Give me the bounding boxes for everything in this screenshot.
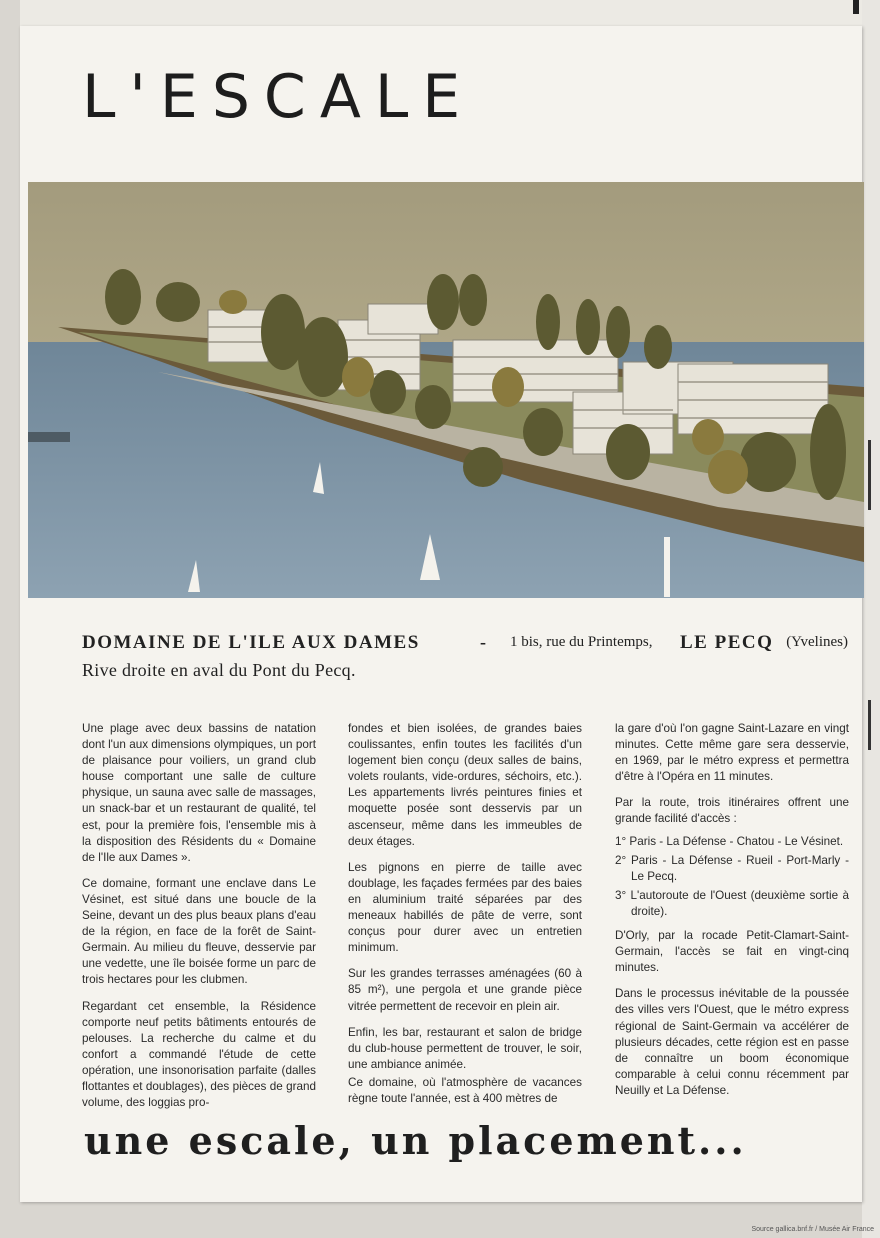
location-subtitle: Rive droite en aval du Pont du Pecq. bbox=[82, 660, 356, 680]
town-name: LE PECQ bbox=[680, 632, 774, 653]
source-credit: Source gallica.bnf.fr / Musée Air France bbox=[751, 1226, 874, 1233]
domain-name: DOMAINE DE L'ILE AUX DAMES bbox=[82, 632, 420, 653]
paragraph: Les pignons en pierre de taille avec doublage, les façades fermées par des baies en aluminium traité séparées par des meneaux habillés de pâte de verre, sont conçus pour durer avec un entretien minimum. bbox=[348, 860, 582, 955]
paragraph: D'Orly, par la rocade Petit-Clamart-Saint-Germain, l'accès se fait en vingt-cinq minutes. bbox=[615, 929, 849, 975]
paragraph: fondes et bien isolées, de grandes baies coulissantes, enfin toutes les facilités d'un logement bien conçu (deux salles de bains, volets roulants, vide-ordures, séchoirs, etc.). Les appartements livrés peintures finies et moquette posée sont desservis par un ascenseur, même dans les immeubles de deux étages. bbox=[348, 722, 582, 848]
department: (Yvelines) bbox=[786, 634, 848, 650]
text-column-3 bbox=[615, 721, 849, 1109]
location-line bbox=[82, 632, 848, 658]
paragraph: Regardant cet ensemble, la Résidence comporte neuf petits bâtiments entourés de pelouses. La recherche du calme et du confort a commandé l'étude de cette opération, une insonorisation parfaite (dalles flottantes et doublages), des pièces de grand volume, des loggias pro- bbox=[82, 999, 316, 1110]
page-top-strip bbox=[20, 0, 862, 26]
list-item: 2° Paris - La Défense - Rueil - Port-Marly - Le Pecq. bbox=[615, 853, 849, 883]
address: 1 bis, rue du Printemps, bbox=[510, 634, 653, 650]
paragraph: Ce domaine, formant une enclave dans Le Vésinet, est situé dans une boucle de la Seine, devant un des plus beaux plans d'eau de la région, en face de la forêt de Saint-Germain. Au milieu du fleuve, desservie par une vedette, une île boisée forme un parc de trois hectares pour les clubmen. bbox=[82, 876, 316, 987]
page-edge bbox=[862, 0, 880, 1238]
edge-mark bbox=[868, 440, 871, 510]
paragraph: la gare d'où l'on gagne Saint-Lazare en vingt minutes. Cette même gare sera desservie, en 1969, par le métro express et permettra d'être à l'Opéra en 11 minutes. bbox=[615, 722, 849, 784]
paragraph: Une plage avec deux bassins de natation dont l'un aux dimensions olympiques, un port de plaisance pour voiliers, un grand club house comportant une salle de culture physique, un sauna avec salle de massages, un snack-bar et un restaurant de qualité, tel est, pour la première fois, l'ensemble mis à la disposition des Résidents du « Domaine de l'Ile aux Dames ». bbox=[82, 722, 316, 864]
paragraph: Par la route, trois itinéraires offrent une grande facilité d'accès : bbox=[615, 796, 849, 826]
list-item: 1° Paris - La Défense - Chatou - Le Vésinet. bbox=[615, 834, 844, 848]
paragraph: Enfin, les bar, restaurant et salon de bridge du club-house permettent de trouver, le soir, une ambiance animée. bbox=[348, 1025, 582, 1071]
edge-mark bbox=[868, 700, 871, 750]
edge-mark bbox=[853, 0, 859, 14]
page-title: L'ESCALE bbox=[82, 62, 475, 132]
slogan: une escale, un placement... bbox=[84, 1118, 747, 1163]
list-item: 3° L'autoroute de l'Ouest (deuxième sortie à droite). bbox=[615, 888, 849, 918]
paragraph: Ce domaine, où l'atmosphère de vacances règne toute l'année, est à 400 mètres de bbox=[348, 1075, 582, 1105]
text-column-1 bbox=[82, 721, 316, 1121]
text-column-2 bbox=[348, 721, 582, 1117]
paragraph: Dans le processus inévitable de la poussée des villes vers l'Ouest, que le métro express régional de Saint-Germain va accélérer de plusieurs décades, cette région est en passe de connaître un boom économique comparable à celui connu récemment par Neuilly et La Défense. bbox=[615, 987, 849, 1097]
separator: - bbox=[480, 632, 486, 652]
paragraph: Sur les grandes terrasses aménagées (60 à 85 m²), une pergola et une grande pièce vitrée permettent de recevoir en plein air. bbox=[348, 967, 582, 1013]
architectural-model-photo bbox=[28, 182, 864, 598]
